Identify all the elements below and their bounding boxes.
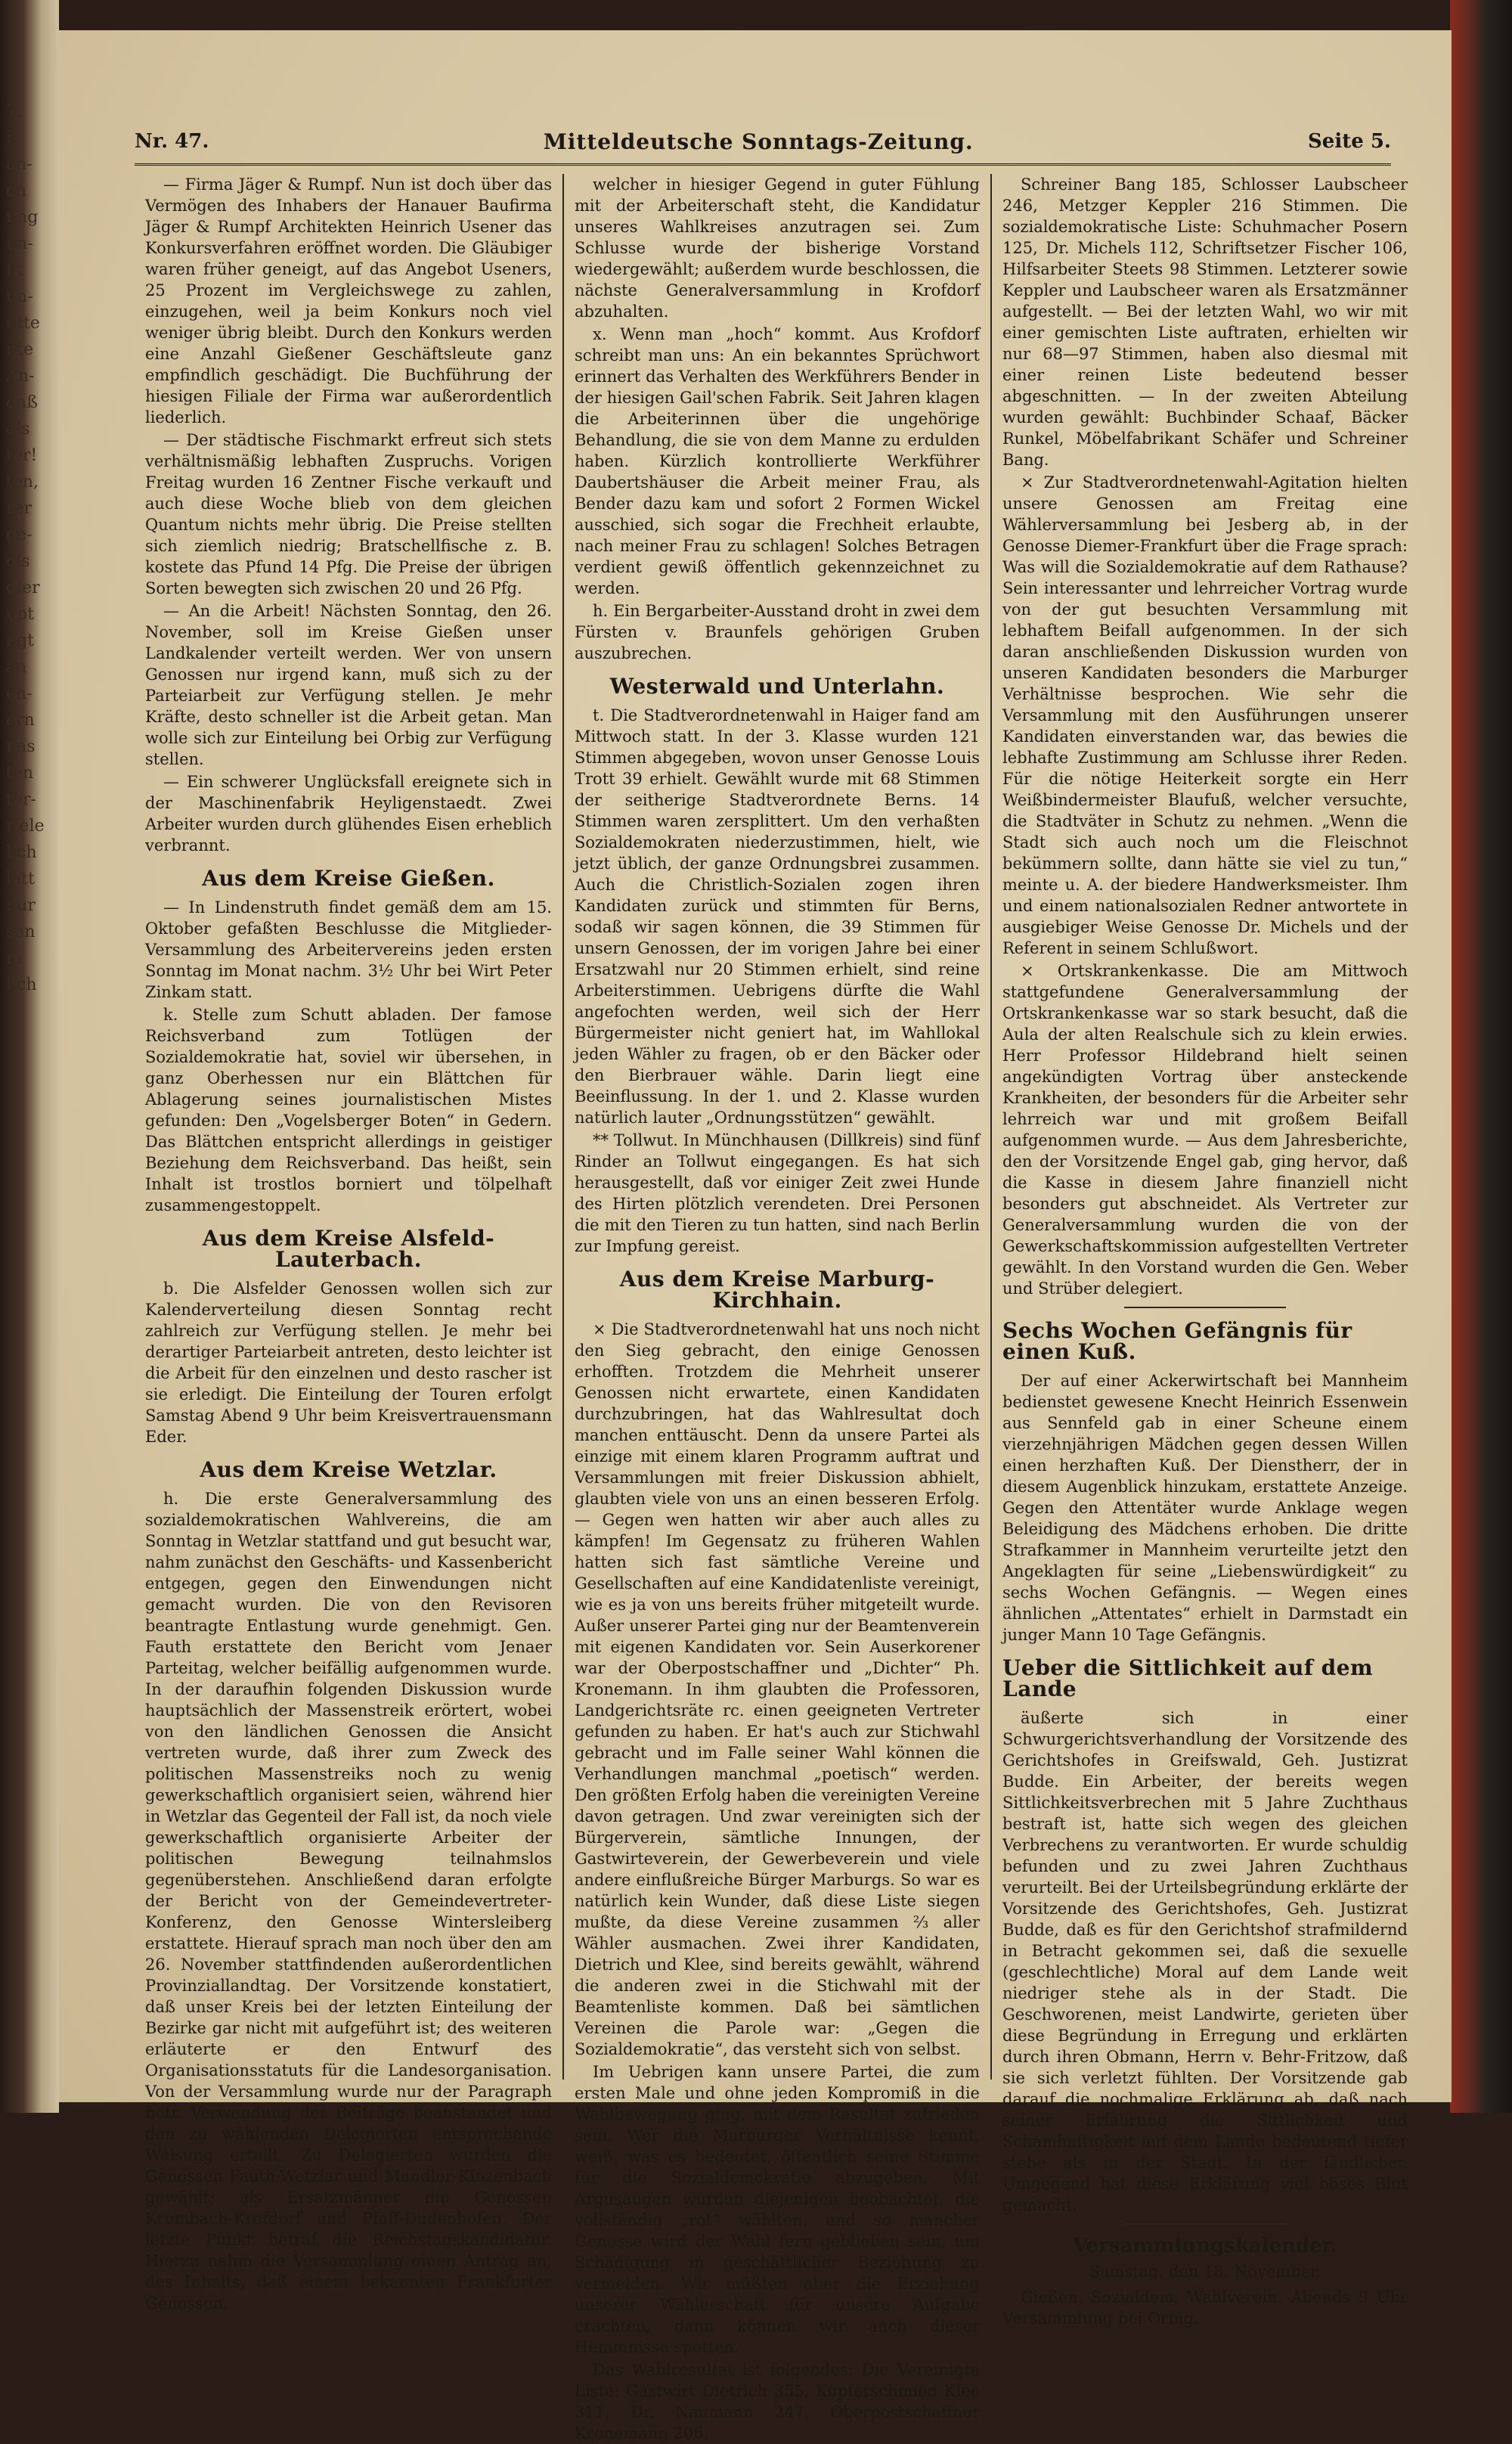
paragraph: b. Die Alsfelder Genossen wollen sich zur Kalenderverteilung diesen Sonntag recht zahlreich zur Verfügung stellen. Je mehr bei derartiger Parteiarbeit antreten, desto leichter ist die Arbeit für den einzelnen und desto rascher ist sie erledigt. Die Einteilung der Touren erfolgt Samstag Abend 9 Uhr beim Kreisvertrauensmann Eder.	[145, 1279, 552, 1446]
paragraph: — Der städtische Fischmarkt erfreut sich stets verhältnismäßig lebhaften Zuspruchs. Vorigen Freitag wurden 16 Zentner Fische verkauft und auch diese Woche blieb von dem gleichen Quantum nichts mehr übrig. Die Preise stellten sich ziemlich niedrig; Bratschellfische z. B. kostete das Pfund 14 Pfg. Die Preise der übrigen Sorten bewegten sich zwischen 20 und 26 Pfg.	[145, 431, 552, 597]
section-heading: Aus dem Kreise Gießen.	[202, 866, 495, 891]
calendar-title: Versammlungskalender.	[1072, 2235, 1338, 2257]
section-heading: Westerwald und Unterlahn.	[609, 674, 945, 699]
newspaper-page	[59, 30, 1452, 2442]
paragraph: — Firma Jäger & Rumpf. Nun ist doch über das Vermögen des Inhabers der Hanauer Baufirma Jäger & Rumpf Architekten Heinrich Usener das Konkursverfahren eröffnet worden. Die Gläubiger waren früher geneigt, auf das Angebot Useners, 25 Prozent im Vergleichswege zu zahlen, einzugehen, weil ja beim Konkurs noch viel weniger übrig bleibt. Durch den Konkurs werden eine Anzahl Gießener Geschäftsleute ganz empfindlich geschädigt. Die Buchführung der hiesigen Filiale der Firma war außerordentlich liederlich.	[145, 175, 552, 426]
article-columns	[135, 174, 1420, 2442]
section-heading: Aus dem Kreise Alsfeld-Lauterbach.	[202, 1226, 495, 1272]
calendar-entry: Gießen. Sozialdem. Wahlverein. Abends 9 Uhr Versammlung bei Orbig.	[1002, 2288, 1408, 2328]
paragraph: × Ortskrankenkasse. Die am Mittwoch stattgefundene Generalversammlung der Ortskrankenkasse war so stark besucht, daß die Aula der alten Realschule sich zu klein erwies. Herr Professor Hildebrand hielt seinen angekündigten Vortrag über ansteckende Krankheiten, der besonders für die Arbeiter sehr lehrreich war und mit großem Beifall aufgenommen wurde. — Aus dem Jahresberichte, den der Vorsitzende Engel gab, ging hervor, daß die Kasse in diesem Jahre finanziell nicht besonders gut abschneidet. Als Vertreter zur Generalversammlung wurden die von der Gewerkschaftskommission aufgestellten Vertreter gewählt. In den Vorstand wurden die Gen. Weber und Strüber delegiert.	[1002, 962, 1408, 1298]
divider	[1124, 1307, 1286, 1308]
paragraph: ** Tollwut. In Münchhausen (Dillkreis) sind fünf Rinder an Tollwut eingegangen. Es hat sich herausgestellt, daß vor einiger Zeit zwei Hunde des Hirten plötzlich verendeten. Drei Personen die mit den Tieren zu tun hatten, sind nach Berlin zur Impfung gereist.	[575, 1131, 980, 1255]
paragraph: x. Wenn man „hoch“ kommt. Aus Krofdorf schreibt man uns: An ein bekanntes Sprüchwort erinnert das Verhalten des Werkführers Bender in der hiesigen Gail'schen Fabrik. Seit Jahren klagen die Arbeiterinnen über die ungehörige Behandlung, die sie von dem Manne zu erdulden haben. Kürzlich kontrollierte Werkführer Daubertshäuser die Arbeit meiner Frau, als Bender dazu kam und sofort 2 Formen Wickel ausschied, sich sogar die Frechheit erlaubte, nach meiner Frau zu schlagen! Solches Betragen verdient gewiß öffentlich gekennzeichnet zu werden.	[575, 325, 980, 597]
right-book-binding	[1450, 0, 1512, 2113]
paragraph: welcher in hiesiger Gegend in guter Fühlung mit der Arbeiterschaft steht, die Kandidatur unseres Wahlkreises anzutragen sei. Zum Schlusse wurde der bisherige Vorstand wiedergewählt; außerdem wurde beschlossen, die nächste Generalversammlung in Krofdorf abzuhalten.	[575, 175, 980, 321]
paragraph: — An die Arbeit! Nächsten Sonntag, den 26. November, soll im Kreise Gießen unser Landkalender verteilt werden. Wer von unsern Genossen nur irgend kann, muß sich zu der Parteiarbeit zur Verfügung stellen. Je mehr Kräfte, desto schneller ist die Arbeit getan. Man wolle sich zur Einteilung bei Orbig zur Verfügung stellen.	[145, 602, 552, 768]
paragraph: h. Ein Bergarbeiter-Ausstand droht in zwei dem Fürsten v. Braunfels gehörigen Gruben auszubrechen.	[575, 602, 980, 662]
section-heading: Sechs Wochen Gefängnis für einen Kuß.	[1002, 1318, 1352, 1364]
page-number: Seite 5.	[1308, 130, 1391, 153]
paragraph: Schreiner Bang 185, Schlosser Laubscheer 246, Metzger Keppler 216 Stimmen. Die sozialdemokratische Liste: Schuhmacher Posern 125, Dr. Michels 112, Schriftsetzer Fischer 106, Hilfsarbeiter Steets 98 Stimmen. Letzterer sowie Keppler und Laubscheer waren als Ersatzmänner aufgestellt. — Bei der letzten Wahl, wo wir mit einer gemischten Liste auftraten, erhielten wir nur 68—97 Stimmen, haben also diesmal mit einer reinen Liste bedeutend besser abgeschnitten. — In der zweiten Abteilung wurden gewählt: Buchbinder Schaaf, Bäcker Runkel, Möbelfabrikant Schäfer und Schreiner Bang.	[1002, 175, 1408, 469]
section-heading: Aus dem Kreise Marburg-Kirchhain.	[619, 1267, 935, 1313]
masthead	[135, 119, 1391, 166]
paragraph: Der auf einer Ackerwirtschaft bei Mannheim bedienstet gewesene Knecht Heinrich Essenwein aus Sennfeld gab in einer Scheune einem vierzehnjährigen Mädchen gegen dessen Willen einen herzhaften Kuß. Der Dienstherr, der in diesem Augenblick hinzukam, erstattete Anzeige. Gegen den Attentäter wurde Anklage wegen Beleidigung des Mädchens erhoben. Die dritte Strafkammer in Mannheim verurteilte jetzt den Angeklagten für seine „Liebenswürdigkeit“ zu sechs Wochen Gefängnis. — Wegen eines ähnlichen „Attentates“ erhielt in Darmstadt ein junger Mann 10 Tage Gefängnis.	[1002, 1372, 1408, 1644]
left-book-binding	[0, 0, 59, 2113]
calendar-date: Samstag, den 18. November.	[1089, 2263, 1321, 2281]
newspaper-title: Mitteldeutsche Sonntags-Zeitung.	[543, 129, 974, 154]
paragraph: × Zur Stadtverordnetenwahl-Agitation hielten unsere Genossen am Freitag eine Wählerversammlung bei Jesberg ab, in der Genosse Diemer-Frankfurt über die Frage sprach: Was will die Sozialdemokratie auf dem Rathause? Sein interessanter und lehrreicher Vortrag wurde von der gut besuchten Versammlung mit lebhaftem Beifall aufgenommen. In der sich daran anschließenden Diskussion wurden von unseren Kandidaten besonders die Marburger Verhältnisse besprochen. Wie sehr die Versammlung mit den Ausführungen unserer Kandidaten einverstanden war, das bewies die lebhafte Zustimmung am Schlusse ihrer Reden. Für die nötige Heiterkeit sorgte ein Herr Weißbindermeister Blaufuß, welcher versuchte, die Stadtväter in Schutz zu nehmen. „Wenn die Stadt sich auch noch um die Fleischnot bekümmern sollte, dann hätte sie viel zu tun,“ meinte u. A. der biedere Handwerksmeister. Ihm und einem nationalsozialen Redner antwortete in ausgiebiger Weise Genosse Dr. Michels und der Referent in seinem Schlußwort.	[1002, 473, 1408, 957]
paragraph: — In Lindenstruth findet gemäß dem am 15. Oktober gefaßten Beschlusse die Mitglieder-Versammlung des Arbeitervereins jeden ersten Sonntag im Monat nachm. 3½ Uhr bei Wirt Peter Zinkam statt.	[145, 898, 552, 1001]
divider	[1124, 2223, 1286, 2225]
column-1	[135, 174, 562, 2312]
section-heading: Aus dem Kreise Wetzlar.	[200, 1457, 497, 1482]
section-heading: Ueber die Sittlichkeit auf dem Lande	[1002, 1655, 1374, 1701]
facing-page-margin-text: 7. it an- da ung un- fit un- utte nte An- daß als ter! ten, rer ge- ols dler upt ngt an eh- ern nas ten ter- riele lich latt nur sen m lich	[6, 102, 45, 994]
column-2	[562, 174, 990, 2442]
paragraph: äußerte sich in einer Schwurgerichtsverhandlung der Vorsitzende des Gerichtshofes in Greifswald, Geh. Justizrat Budde. Ein Arbeiter, der bereits wegen Sittlichkeitsverbrechen mit 5 Jahre Zuchthaus bestraft ist, hatte sich wegen des gleichen Verbrechens zu verantworten. Er wurde schuldig befunden und zu zwei Jahren Zuchthaus verurteilt. Bei der Urteilsbegründung erklärte der Vorsitzende des Gerichtshofes, Geh. Justizrat Budde, daß es für den Gerichtshof strafmildernd in Betracht gekommen sei, daß die sexuelle (geschlechtliche) Moral auf dem Lande weit niedriger stehe als in der Stadt. Die Geschworenen, meist Landwirte, gerieten über diese Begründung in Erregung und erklärten durch ihren Obmann, Herrn v. Behr-Fritzow, daß sie sich verletzt fühlten. Der Vorsitzende gab darauf die nochmalige Erklärung ab, daß nach seiner Erfahrung die Sittlichkeit und Schamhaftigkeit auf dem Lande bedeutend tiefer stehe als in der Stadt. In der ländlichen Umgegend hat diese Erklärung viel böses Blut gemacht.	[1002, 1709, 1408, 2214]
paragraph: k. Stelle zum Schutt abladen. Der famose Reichsverband zum Totlügen der Sozialdemokratie hat, soviel wir übersehen, in ganz Oberhessen nur ein Blättchen für Ablagerung seines journalistischen Mistes gefunden: Den „Vogelsberger Boten“ in Gedern. Das Blättchen entspricht allerdings in geistiger Beziehung dem Reichsverband. Das heißt, sein Inhalt ist trostlos borniert und tölpelhaft zusammengestoppelt.	[145, 1006, 552, 1214]
issue-number: Nr. 47.	[135, 130, 209, 153]
paragraph: — Ein schwerer Unglücksfall ereignete sich in der Maschinenfabrik Heyligenstaedt. Zwei Arbeiter wurden durch glühendes Eisen erheblich verbrannt.	[145, 773, 552, 854]
paragraph: Im Uebrigen kann unsere Partei, die zum ersten Male und ohne jeden Kompromiß in die Wahlbewegung ging, mit dem Resultat zufrieden sein. Wer die Marburger Verhältnisse kennt, weiß, was es bedeutet, öffentlich seine Stimme für die Sozialdemokratie abzugeben. Mit Argusaugen wurden diejenigen beobachtet, die vollständig „rot“ wählten, und so mancher Genosse wird der Wahl fern geblieben sein, um Schädigung in geschäftlicher Beziehung zu vermeiden. Wir müßten aber die Erziehung unserer Wählerschaft für unsere Aufgabe erachten, dann können wir auch dieser Hemmnisse spotten.	[575, 2063, 980, 2356]
column-3	[990, 174, 1418, 2328]
paragraph: t. Die Stadtverordnetenwahl in Haiger fand am Mittwoch statt. In der 3. Klasse wurden 121 Stimmen abgegeben, wovon unser Genosse Louis Trott 39 erhielt. Gewählt wurde mit 68 Stimmen der seitherige Stadtverordnete Berns. 14 Stimmen waren zersplittert. Um den verhaßten Sozialdemokraten niederzustimmen, hielt, wie jetzt üblich, der ganze Ordnungsbrei zusammen. Auch die Christlich-Sozialen zogen ihren Kandidaten zurück und stimmten für Berns, sodaß wir sagen können, die 39 Stimmen für unsern Genossen, der im vorigen Jahre bei einer Ersatzwahl nur 20 Stimmen erhielt, sind reine Arbeiterstimmen. Uebrigens dürfte die Wahl angefochten werden, weil sich der Herr Bürgermeister nicht geniert hat, im Wahllokal jeden Wähler zu fragen, ob er den Bäcker oder den Bierbrauer wähle. Darin liegt eine Beeinflussung. In der 1. und 2. Klasse wurden natürlich lauter „Ordnungsstützen“ gewählt.	[575, 706, 980, 1127]
paragraph: × Die Stadtverordnetenwahl hat uns noch nicht den Sieg gebracht, den einige Genossen erhofften. Trotzdem die Mehrheit unserer Genossen nicht erwartete, einen Kandidaten durchzubringen, hat das Wahlresultat doch manchen enttäuscht. Denn da unsere Partei als einzige mit einem klaren Programm auftrat und Versammlungen mit freier Diskussion abhielt, glaubten viele von uns an einen besseren Erfolg. — Gegen wen hatten wir aber auch alles zu kämpfen! Im Gegensatz zu früheren Wahlen hatten sich fast sämtliche Vereine und Gesellschaften auf eine Kandidatenliste vereinigt, wie es ja von uns bereits früher mitgeteilt wurde. Außer unserer Partei ging nur der Beamtenverein mit eigenen Kandidaten vor. Sein Auserkorener war der Oberpostschaffner und „Dichter“ Ph. Kronemann. In ihm glaubten die Professoren, Landgerichtsräte rc. einen geeigneten Vertreter gefunden zu haben. Er hat's auch zur Stichwahl gebracht und im Falle seiner Wahl können die Verhandlungen manchmal „poetisch“ werden. Den größten Erfolg haben die vereinigten Vereine davon getragen. Und zwar vereinigten sich der Bürgerverein, sämtliche Innungen, der Gastwirteverein, der Gewerbeverein und viele andere einflußreiche Bürger Marburgs. So war es natürlich kein Wunder, daß diese Liste siegen mußte, da diese Vereine zusammen ⅔ aller Wähler ausmachen. Zwei ihrer Kandidaten, Dietrich und Klee, sind bereits gewählt, während die anderen zwei in die Stichwahl mit der Beamtenliste kommen. Daß bei sämtlichen Vereinen die Parole war: „Gegen die Sozialdemokratie“, das versteht sich von selbst.	[575, 1320, 980, 2058]
paragraph: Das Wahlresultat ist folgendes: Die Vereinigte Liste: Gastwirt Dietrich 355, Kupferschmied Klee 311, Dr. Naumann 247, Oberpostschaffner Kronemann 206,	[575, 2361, 980, 2442]
paragraph: h. Die erste Generalversammlung des sozialdemokratischen Wahlvereins, die am Sonntag in Wetzlar stattfand und gut besucht war, nahm zunächst den Geschäfts- und Kassenbericht entgegen, gegen den Einwendungen nicht gemacht wurden. Die von den Revisoren beantragte Entlastung wurde genehmigt. Gen. Fauth erstattete den Bericht vom Jenaer Parteitag, welcher beifällig aufgenommen wurde. In der daraufhin folgenden Diskussion wurde hauptsächlich der Massenstreik erörtert, wobei von den ländlichen Genossen die Ansicht vertreten wurde, daß ihrer zum Zweck des politischen Massenstreiks noch zu wenig gewerkschaftlich organisiert seien, während hier in Wetzlar das Gegenteil der Fall ist, da noch viele gewerkschaftlich organisierte Arbeiter der politischen Bewegung teilnahmslos gegenüberstehen. Anschließend daran erfolgte der Bericht von der Gemeindevertreter-Konferenz, den Genosse Wintersleiberg erstattete. Hierauf sprach man noch über den am 26. November stattfindenden außerordentlichen Provinziallandtag. Der Vorsitzende konstatiert, daß unser Kreis bei der letzten Einteilung der Bezirke gar nicht mit aufgeführt ist; des weiteren erläuterte er den Entwurf des Organisationsstatuts für die Landesorganisation. Von der Versammlung wurde nur der Paragraph betr. Verwendung der Beiträge beanstandet und den zu wählenden Delegierten entsprechende Weisung erteilt. Zu Delegierten wurden die Genossen Fauth-Wetzlar und Mandler-Kinzenbach gewählt; als Ersatzmänner die Genossen Krombach-Krofdorf und Pfaff-Dudenhofen. Der letzte Punkt betraf die Reichstagskandidatur. Hierzu nahm die Versammlung einen Antrag an, des Inhalts, daß einem bekannten Frankfurter Genossen,	[145, 1490, 552, 2312]
